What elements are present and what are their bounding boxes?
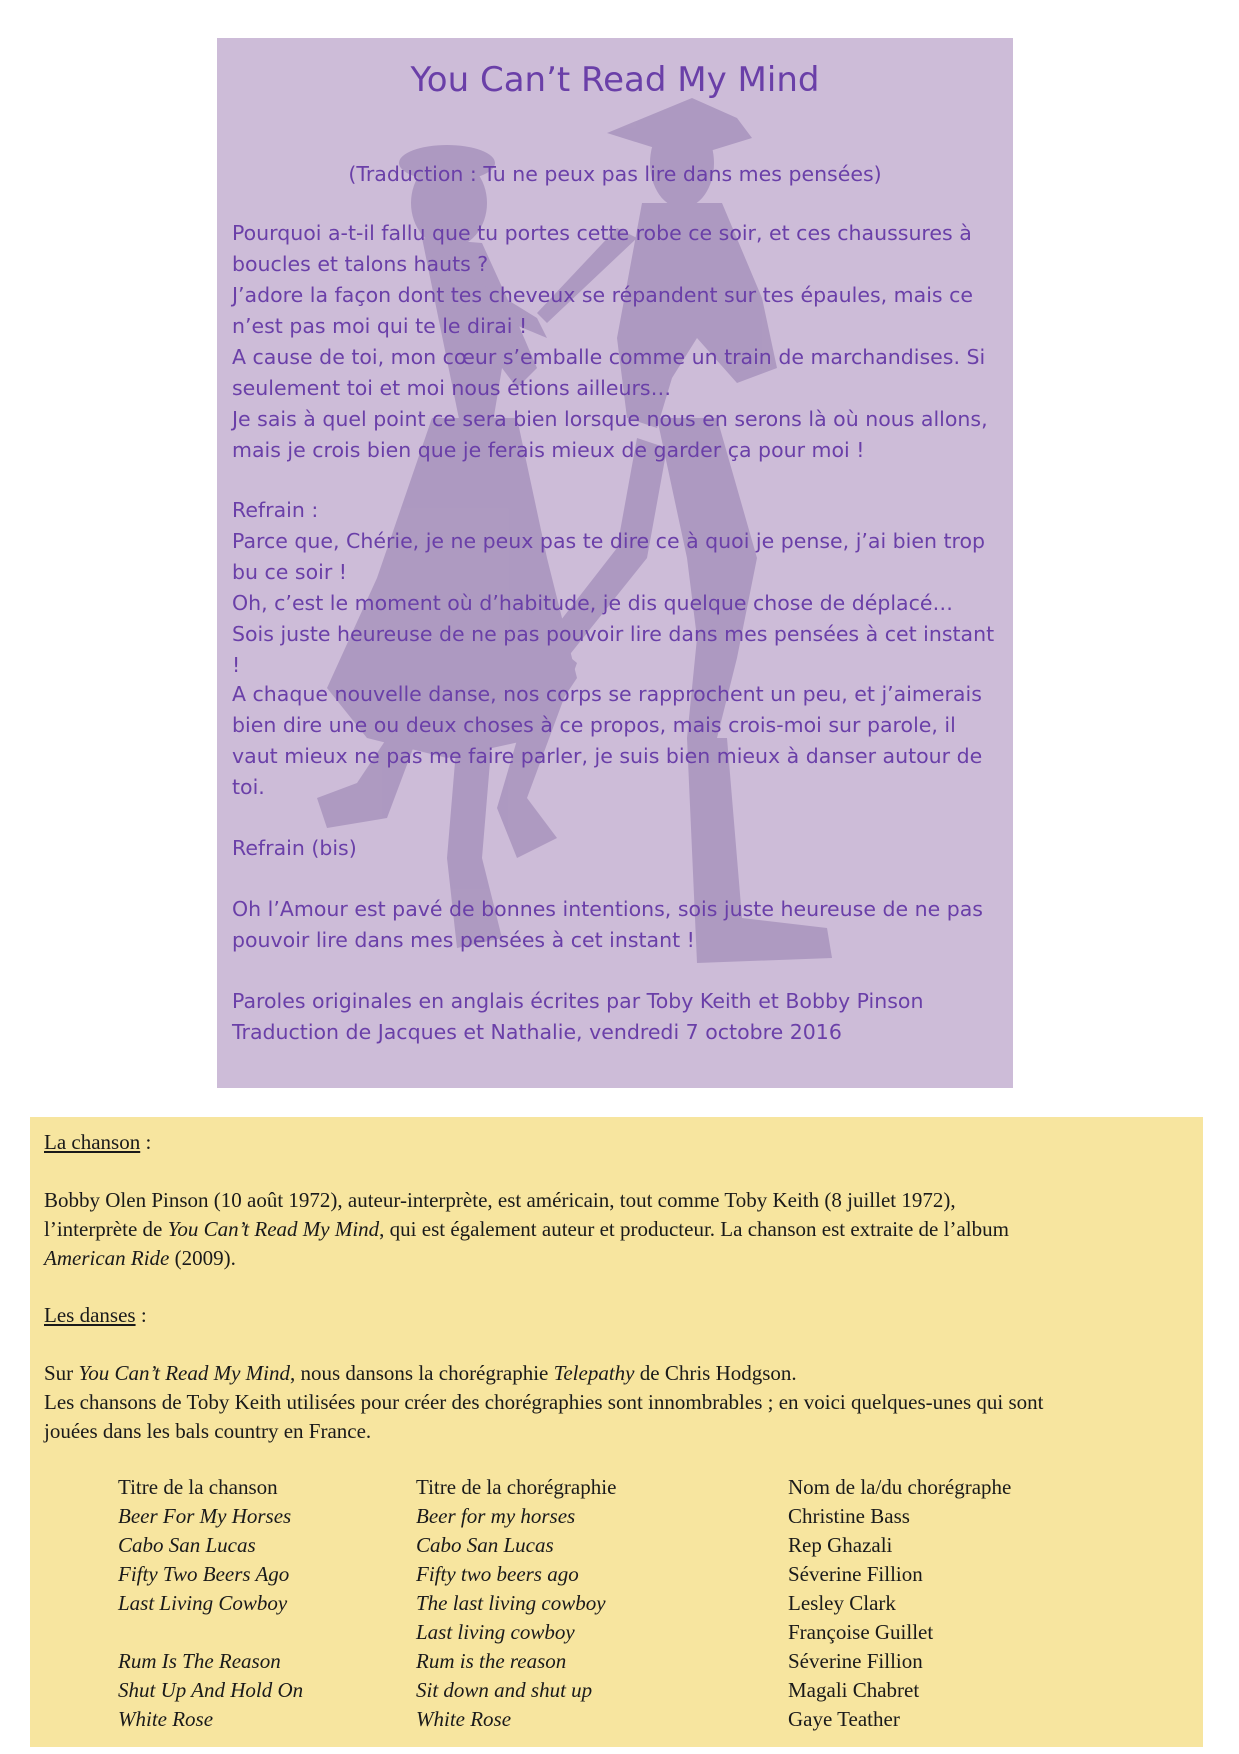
lyric-line: bu ce soir ! — [232, 560, 348, 584]
chanson-text: Bobby Olen Pinson (10 août 1972), auteur-interprète, est américain, tout comme Toby Keith (8 juillet 1972), — [44, 1188, 956, 1212]
danses-text: Les chansons de Toby Keith utilisées pour créer des chorégraphies sont innombrables ; en voici quelques-unes qui sont — [44, 1390, 1044, 1414]
header-choreographer: Nom de la/du chorégraphe — [788, 1475, 1012, 1499]
song-title-ref: You Can’t Read My Mind — [167, 1217, 380, 1241]
header-song: Titre de la chanson — [118, 1475, 278, 1499]
song-cell: Beer For My Horses — [118, 1504, 292, 1528]
lyric-line: n’est pas moi qui te le dirai ! — [232, 314, 528, 338]
danses-heading-line — [44, 1301, 1194, 1330]
song-cell: Shut Up And Hold On — [118, 1678, 304, 1702]
choreography-cell: Last living cowboy — [416, 1620, 575, 1644]
danses-text: , nous dansons la chorégraphie — [290, 1361, 554, 1385]
chanson-paragraph — [44, 1186, 1194, 1273]
song-title: You Can’t Read My Mind — [410, 60, 820, 100]
danses-paragraph — [44, 1359, 1194, 1446]
choreography-cell: Beer for my horses — [416, 1504, 576, 1528]
lyric-line: Refrain : — [232, 498, 319, 522]
verse-1 — [232, 218, 1002, 466]
choreography-cell: Sit down and shut up — [416, 1678, 593, 1702]
chanson-heading: La chanson — [44, 1130, 141, 1154]
choreography-cell: The last living cowboy — [416, 1591, 606, 1615]
credits-line: Traduction de Jacques et Nathalie, vendredi 7 octobre 2016 — [232, 1020, 842, 1044]
table-row — [118, 1502, 1108, 1531]
album-year: (2009). — [169, 1246, 236, 1270]
choreography-cell: White Rose — [416, 1707, 512, 1731]
choreographer-cell: Séverine Fillion — [788, 1649, 923, 1673]
danses-heading: Les danses — [44, 1303, 136, 1327]
song-cell: Cabo San Lucas — [118, 1533, 256, 1557]
lyrics-content — [217, 38, 1013, 1088]
choreography-title-ref: Telepathy — [553, 1361, 635, 1385]
lyric-line: Parce que, Chérie, je ne peux pas te dire ce à quoi je pense, j’ai bien trop — [232, 529, 986, 553]
lyric-line: Refrain (bis) — [232, 836, 357, 860]
header-choreography: Titre de la chorégraphie — [416, 1475, 617, 1499]
song-cell — [118, 1618, 416, 1647]
lyric-line: Je sais à quel point ce sera bien lorsque nous en serons là où nous allons, — [232, 407, 988, 431]
table-header-row — [118, 1473, 1108, 1502]
choreographer-cell: Rep Ghazali — [788, 1533, 893, 1557]
lyric-line: A cause de toi, mon cœur s’emballe comme un train de marchandises. Si — [232, 345, 986, 369]
choreographer-cell: Séverine Fillion — [788, 1562, 923, 1586]
song-cell: Rum Is The Reason — [118, 1649, 281, 1673]
table-row — [118, 1589, 1108, 1618]
verse-3 — [232, 894, 1002, 956]
lyric-line: pouvoir lire dans mes pensées à cet instant ! — [232, 928, 695, 952]
choreographer-cell: Françoise Guillet — [788, 1620, 934, 1644]
chorus — [232, 495, 1002, 681]
chanson-heading-line — [44, 1128, 1194, 1157]
lyrics-panel — [217, 38, 1013, 1088]
table-row — [118, 1618, 1108, 1647]
choreography-cell: Fifty two beers ago — [416, 1562, 579, 1586]
dances-table — [118, 1473, 1108, 1734]
danses-text: Sur — [44, 1361, 79, 1385]
album-title: American Ride — [44, 1246, 170, 1270]
credits-line: Paroles originales en anglais écrites par Toby Keith et Bobby Pinson — [232, 989, 924, 1013]
lyric-line: toi. — [232, 775, 265, 799]
translation-subtitle: (Traduction : Tu ne peux pas lire dans mes pensées) — [348, 162, 882, 186]
danses-text: jouées dans les bals country en France. — [44, 1419, 372, 1443]
table-row — [118, 1647, 1108, 1676]
verse-2 — [232, 679, 1002, 803]
choreography-cell: Cabo San Lucas — [416, 1533, 554, 1557]
lyric-line: boucles et talons hauts ? — [232, 252, 489, 276]
table-row — [118, 1676, 1108, 1705]
choreography-cell: Rum is the reason — [416, 1649, 567, 1673]
choreographer-cell: Christine Bass — [788, 1504, 910, 1528]
song-cell: White Rose — [118, 1707, 214, 1731]
chorus-repeat — [232, 833, 1002, 864]
choreographer-cell: Lesley Clark — [788, 1591, 896, 1615]
lyric-line: Oh l’Amour est pavé de bonnes intentions, sois juste heureuse de ne pas — [232, 897, 983, 921]
credits — [232, 986, 1002, 1048]
song-cell: Fifty Two Beers Ago — [118, 1562, 290, 1586]
choreographer-cell: Gaye Teather — [788, 1707, 900, 1731]
lyric-line: Oh, c’est le moment où d’habitude, je dis quelque chose de déplacé… — [232, 591, 954, 615]
lyric-line: bien dire une ou deux choses à ce propos, mais crois-moi sur parole, il — [232, 713, 956, 737]
song-cell: Last Living Cowboy — [118, 1591, 288, 1615]
choreographer-cell: Magali Chabret — [788, 1678, 920, 1702]
lyric-line: Pourquoi a-t-il fallu que tu portes cette robe ce soir, et ces chaussures à — [232, 221, 972, 245]
chanson-text: l’interprète de — [44, 1217, 168, 1241]
lyric-line: A chaque nouvelle danse, nos corps se rapprochent un peu, et j’aimerais — [232, 682, 982, 706]
lyric-line: mais je crois bien que je ferais mieux de garder ça pour moi ! — [232, 438, 865, 462]
info-panel — [30, 1117, 1203, 1747]
lyric-line: vaut mieux ne pas me faire parler, je suis bien mieux à danser autour de — [232, 744, 983, 768]
lyric-line: J’adore la façon dont tes cheveux se répandent sur tes épaules, mais ce — [232, 283, 973, 307]
heading-colon: : — [135, 1303, 147, 1327]
table-row — [118, 1560, 1108, 1589]
danses-text: de Chris Hodgson. — [634, 1361, 797, 1385]
table-row — [118, 1705, 1108, 1734]
lyric-line: seulement toi et moi nous étions ailleurs… — [232, 376, 672, 400]
lyric-line: Sois juste heureuse de ne pas pouvoir lire dans mes pensées à cet instant ! — [232, 622, 995, 677]
heading-colon: : — [140, 1130, 152, 1154]
chanson-text: , qui est également auteur et producteur. La chanson est extraite de l’album — [379, 1217, 1009, 1241]
table-row — [118, 1531, 1108, 1560]
song-title-ref: You Can’t Read My Mind — [78, 1361, 290, 1385]
